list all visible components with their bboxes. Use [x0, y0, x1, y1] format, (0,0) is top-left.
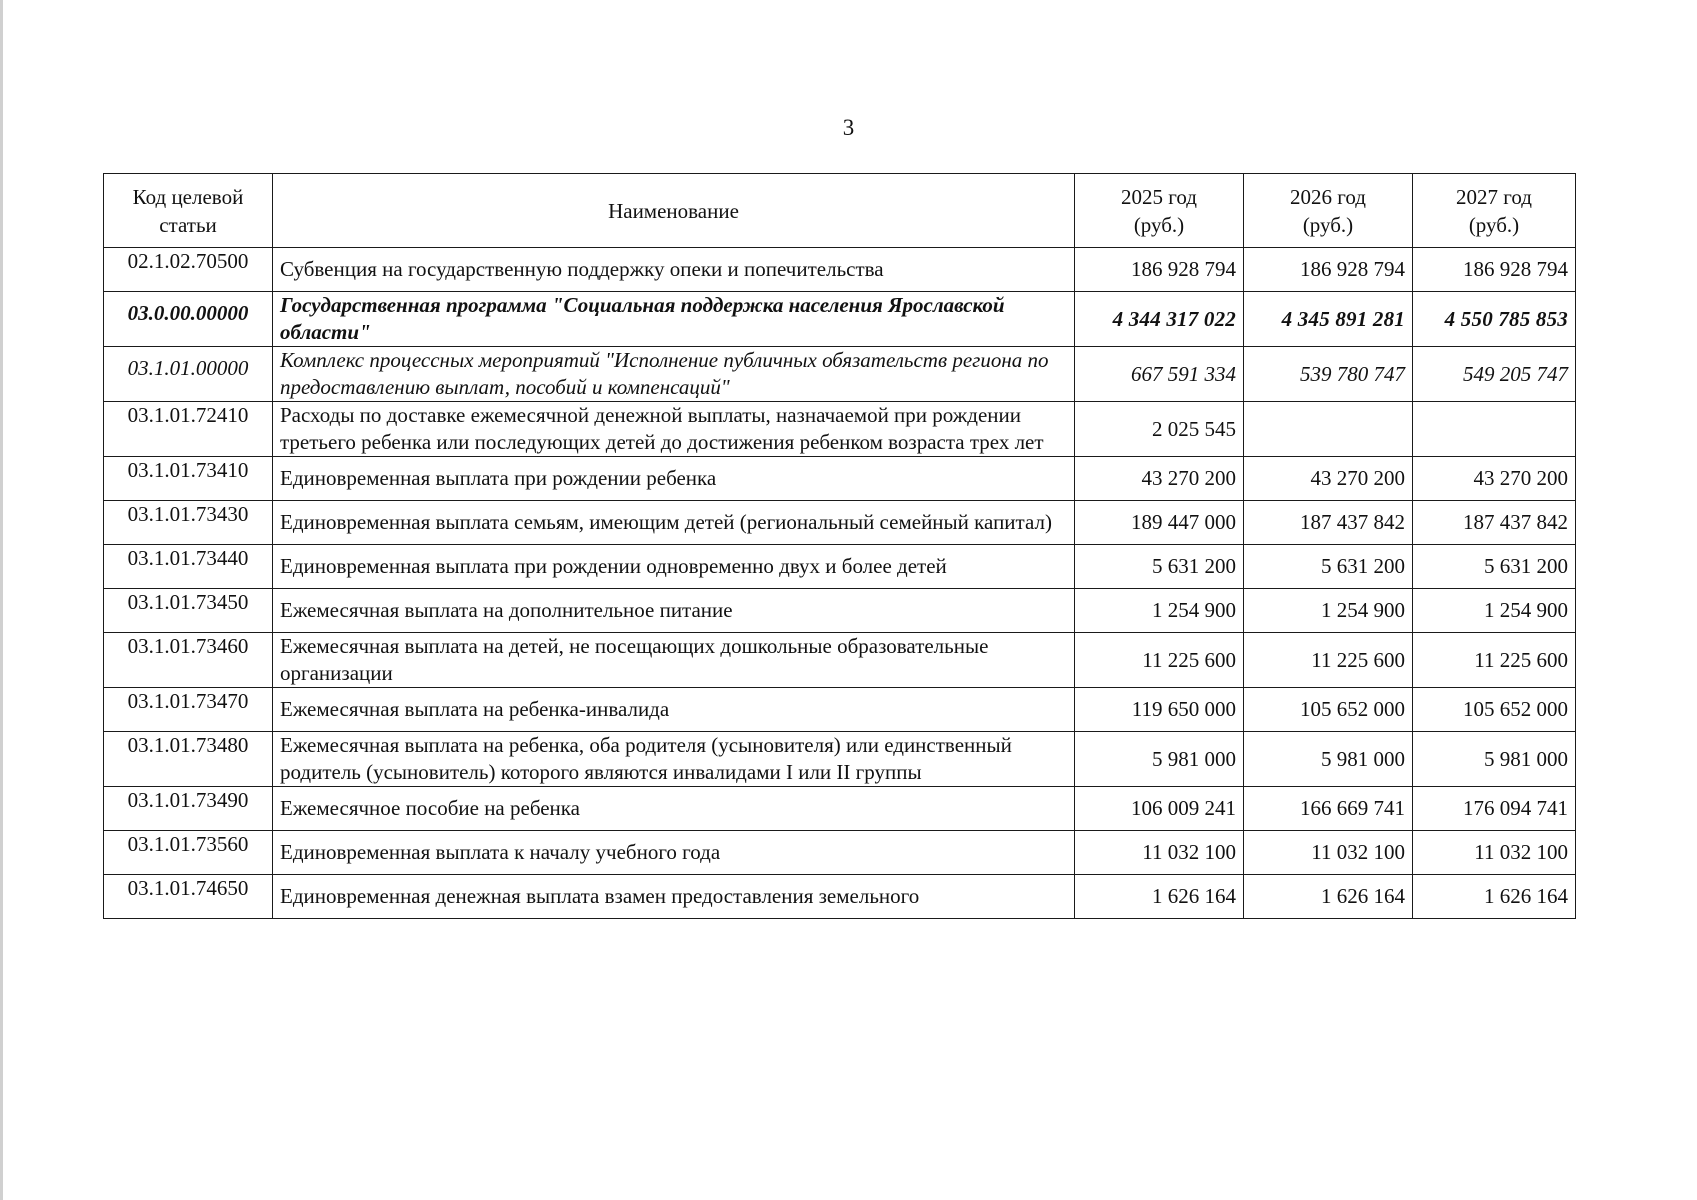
- cell-2026: 11 032 100: [1244, 831, 1413, 875]
- cell-2026: 43 270 200: [1244, 457, 1413, 501]
- cell-name: Субвенция на государственную поддержку опеки и попечительства: [273, 248, 1075, 292]
- cell-2025: 189 447 000: [1075, 501, 1244, 545]
- table-row: [104, 248, 1576, 292]
- table-row: [104, 831, 1576, 875]
- cell-2027: 176 094 741: [1413, 787, 1576, 831]
- header-2027-line1: 2027 год: [1456, 184, 1532, 209]
- cell-2025: 119 650 000: [1075, 688, 1244, 732]
- cell-name: Единовременная выплата к началу учебного года: [273, 831, 1075, 875]
- cell-2027: 105 652 000: [1413, 688, 1576, 732]
- cell-2026: [1244, 402, 1413, 457]
- cell-2027: 1 254 900: [1413, 589, 1576, 633]
- header-2026: [1244, 174, 1413, 248]
- cell-2027: 4 550 785 853: [1413, 292, 1576, 347]
- header-2027-line2: (руб.): [1468, 212, 1520, 237]
- cell-code: 03.1.01.73430: [104, 501, 273, 545]
- cell-2026: 105 652 000: [1244, 688, 1413, 732]
- cell-code: 03.1.01.73480: [104, 732, 273, 787]
- cell-2025: 1 254 900: [1075, 589, 1244, 633]
- cell-2027: 1 626 164: [1413, 875, 1576, 919]
- cell-code: 03.1.01.74650: [104, 875, 273, 919]
- table-row: [104, 545, 1576, 589]
- cell-name: Комплекс процессных мероприятий "Исполнение публичных обязательств региона по предоставлению выплат, пособий и компенсаций": [273, 347, 1075, 402]
- cell-2027: 5 981 000: [1413, 732, 1576, 787]
- header-2026-line2: (руб.): [1302, 212, 1354, 237]
- cell-name: Ежемесячная выплата на ребенка, оба родителя (усыновителя) или единственный родитель (усыновитель) которого являются инвалидами I или II группы: [273, 732, 1075, 787]
- table-row: [104, 633, 1576, 688]
- cell-code: 03.1.01.00000: [104, 347, 273, 402]
- table-row: [104, 787, 1576, 831]
- cell-name: Ежемесячная выплата на детей, не посещающих дошкольные образовательные организации: [273, 633, 1075, 688]
- cell-name: Единовременная выплата при рождении одновременно двух и более детей: [273, 545, 1075, 589]
- cell-2026: 186 928 794: [1244, 248, 1413, 292]
- cell-2026: 1 254 900: [1244, 589, 1413, 633]
- cell-2026: 11 225 600: [1244, 633, 1413, 688]
- cell-2025: 43 270 200: [1075, 457, 1244, 501]
- cell-2027: 186 928 794: [1413, 248, 1576, 292]
- cell-2026: 5 981 000: [1244, 732, 1413, 787]
- table-row-program: [104, 292, 1576, 347]
- cell-2025: 1 626 164: [1075, 875, 1244, 919]
- budget-table: [103, 173, 1576, 919]
- cell-name: Ежемесячная выплата на дополнительное питание: [273, 589, 1075, 633]
- table-row: [104, 875, 1576, 919]
- cell-2026: 166 669 741: [1244, 787, 1413, 831]
- cell-2027: 5 631 200: [1413, 545, 1576, 589]
- cell-code: 03.1.01.73440: [104, 545, 273, 589]
- cell-2026: 4 345 891 281: [1244, 292, 1413, 347]
- header-2027: [1413, 174, 1576, 248]
- header-code: [104, 174, 273, 248]
- cell-2027: 11 225 600: [1413, 633, 1576, 688]
- cell-name: Единовременная денежная выплата взамен предоставления земельного: [273, 875, 1075, 919]
- cell-name: Единовременная выплата при рождении ребенка: [273, 457, 1075, 501]
- table-row-complex: [104, 347, 1576, 402]
- cell-code: 03.1.01.72410: [104, 402, 273, 457]
- cell-name: Государственная программа "Социальная поддержка населения Ярославской области": [273, 292, 1075, 347]
- header-2025-line2: (руб.): [1133, 212, 1185, 237]
- cell-code: 03.0.00.00000: [104, 292, 273, 347]
- cell-2026: 5 631 200: [1244, 545, 1413, 589]
- cell-2027: 549 205 747: [1413, 347, 1576, 402]
- cell-2027: 43 270 200: [1413, 457, 1576, 501]
- cell-name: Ежемесячная выплата на ребенка-инвалида: [273, 688, 1075, 732]
- cell-code: 03.1.01.73450: [104, 589, 273, 633]
- table-header-row: [104, 174, 1576, 248]
- page-number: 3: [842, 115, 855, 140]
- cell-code: 03.1.01.73490: [104, 787, 273, 831]
- cell-2027: 187 437 842: [1413, 501, 1576, 545]
- table-row: [104, 732, 1576, 787]
- header-name: Наименование: [273, 174, 1075, 248]
- cell-2025: 667 591 334: [1075, 347, 1244, 402]
- cell-code: 03.1.01.73460: [104, 633, 273, 688]
- cell-name: Ежемесячное пособие на ребенка: [273, 787, 1075, 831]
- cell-2025: 186 928 794: [1075, 248, 1244, 292]
- cell-2027: [1413, 402, 1576, 457]
- cell-2025: 11 225 600: [1075, 633, 1244, 688]
- cell-code: 02.1.02.70500: [104, 248, 273, 292]
- header-2026-line1: 2026 год: [1290, 184, 1366, 209]
- table-row: [104, 457, 1576, 501]
- cell-code: 03.1.01.73470: [104, 688, 273, 732]
- cell-name: Единовременная выплата семьям, имеющим детей (региональный семейный капитал): [273, 501, 1075, 545]
- cell-2026: 1 626 164: [1244, 875, 1413, 919]
- table-row: [104, 501, 1576, 545]
- header-code-line1: Код целевой: [132, 184, 244, 209]
- cell-code: 03.1.01.73410: [104, 457, 273, 501]
- table-row: [104, 688, 1576, 732]
- cell-2025: 4 344 317 022: [1075, 292, 1244, 347]
- cell-2025: 5 631 200: [1075, 545, 1244, 589]
- cell-code: 03.1.01.73560: [104, 831, 273, 875]
- cell-2025: 2 025 545: [1075, 402, 1244, 457]
- cell-2027: 11 032 100: [1413, 831, 1576, 875]
- cell-2026: 187 437 842: [1244, 501, 1413, 545]
- table-row: [104, 589, 1576, 633]
- cell-2025: 106 009 241: [1075, 787, 1244, 831]
- table-row: [104, 402, 1576, 457]
- cell-2026: 539 780 747: [1244, 347, 1413, 402]
- header-code-line2: статьи: [159, 212, 217, 237]
- cell-2025: 5 981 000: [1075, 732, 1244, 787]
- cell-name: Расходы по доставке ежемесячной денежной выплаты, назначаемой при рождении третьего ребенка или последующих детей до достижения ребенком возраста трех лет: [273, 402, 1075, 457]
- page-edge: [0, 0, 3, 1200]
- header-2025-line1: 2025 год: [1121, 184, 1197, 209]
- cell-2025: 11 032 100: [1075, 831, 1244, 875]
- header-2025: [1075, 174, 1244, 248]
